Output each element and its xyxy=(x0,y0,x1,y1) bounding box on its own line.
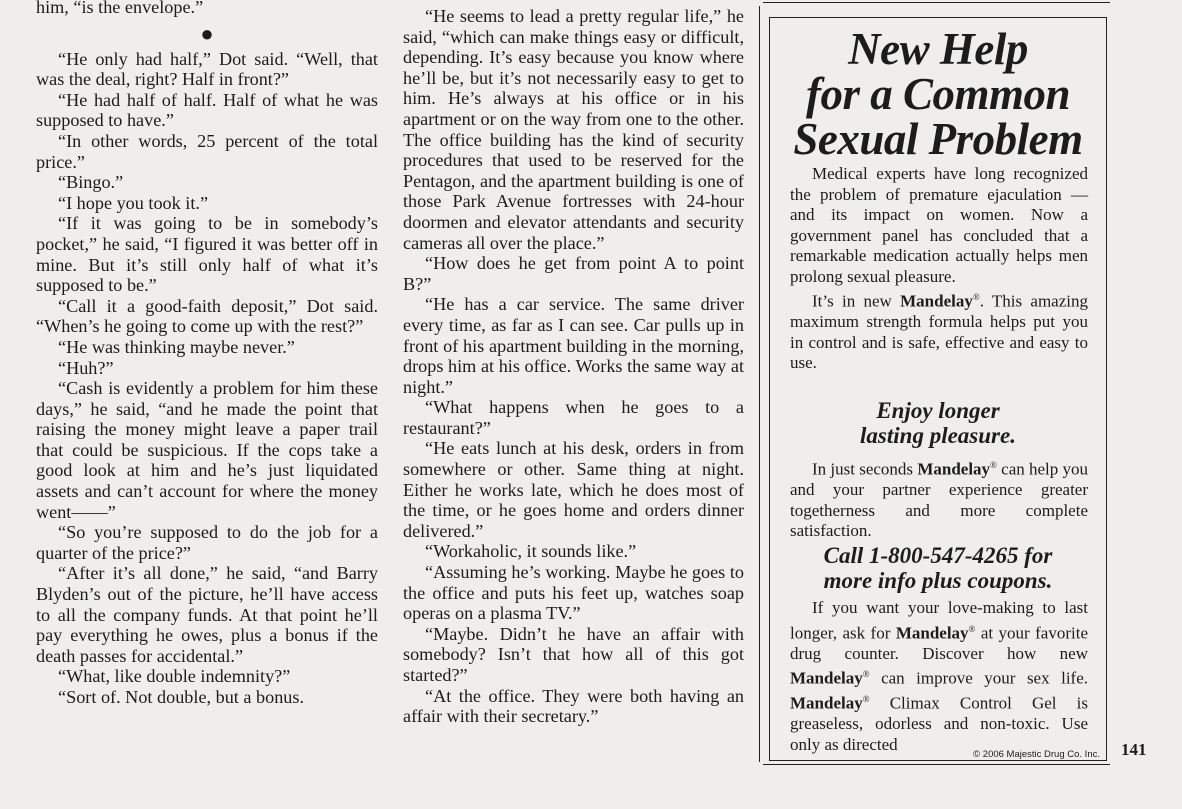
paragraph: “If it was going to be in somebody’s pocket,” he said, “I figured it was better off in mine. But it’s still only half of what it’s supposed to be.” xyxy=(36,213,378,296)
ad-paragraph: In just seconds Mandelay® can help you and your partner experience greater togetherness and more complete satisfaction. xyxy=(790,459,1089,541)
paragraph: “Maybe. Didn’t he have an affair with somebody? Isn’t that how all of this got started?” xyxy=(403,623,744,685)
ad-top-rule xyxy=(763,2,1110,3)
paragraph: “He was thinking maybe never.” xyxy=(58,336,295,357)
section-break-bullet: ● xyxy=(200,20,214,46)
paragraph: “Workaholic, it sounds like.” xyxy=(425,541,637,562)
paragraph: “How does he get from point A to point B?” xyxy=(403,253,744,294)
paragraph: “He only had half,” Dot said. “Well, that was the deal, right? Half in front?” xyxy=(36,48,378,90)
paragraph: “Bingo.” xyxy=(58,172,124,193)
brand-name: Mandelay xyxy=(895,623,969,643)
text-column-left xyxy=(36,0,378,708)
paragraph: “Huh?” xyxy=(58,357,114,378)
paragraph: “Call it a good-faith deposit,” Dot said. “When’s he going to come up with the rest?” xyxy=(36,295,378,337)
paragraph: “What happens when he goes to a restaurant?” xyxy=(403,397,744,438)
page-number: 141 xyxy=(1121,740,1147,759)
paragraph: “He seems to lead a pretty regular life,” he said, “which can make things easy or difficult, depending. It’s easy because you know where he’ll be, but it’s not necessarily easy to get to him. He’s always at his office or in his apartment or on the way from one to the other. The office building has the kind of security procedures that used to be reserved for the Pentagon, and the apartment building is one of those Park Avenue fortresses with 24-hour doormen and elevator attendants and security cameras all over the place.” xyxy=(403,6,744,253)
paragraph: “He eats lunch at his desk, orders in from somewhere or other. Same thing at night. Either he works late, which he does most of the time, or he goes home and orders dinner delivered.” xyxy=(403,438,744,541)
paragraph: “What, like double indemnity?” xyxy=(58,666,291,687)
paragraph: “So you’re supposed to do the job for a quarter of the price?” xyxy=(36,522,378,563)
ad-copyright: © 2006 Majestic Drug Co. Inc. xyxy=(973,749,1100,760)
ad-body-copy xyxy=(790,455,1088,542)
paragraph: him, “is the envelope.” xyxy=(36,0,204,17)
paragraph: “Sort of. Not double, but a bonus. xyxy=(58,687,305,707)
paragraph: “At the office. They were both having an affair with their secretary.” xyxy=(403,685,744,727)
text-column-middle xyxy=(403,6,744,727)
paragraph: “I hope you took it.” xyxy=(58,192,209,213)
ad-body-copy xyxy=(790,598,1088,755)
ad-bottom-rule xyxy=(763,764,1110,765)
ad-subhead-line: Enjoy longer xyxy=(876,398,1000,423)
column-rule xyxy=(759,6,760,762)
advertisement-box xyxy=(769,17,1107,761)
paragraph: “Cash is evidently a problem for him these days,” he said, “and he made the point that raising the money might leave a paper trail that could be suspicious. If the cops take a good look at him and he’s just liquidated assets and can’t account for where the money went——” xyxy=(36,378,378,522)
ad-headline-line: New Help xyxy=(848,24,1028,74)
brand-name: Mandelay xyxy=(790,693,863,713)
paragraph: “He had half of half. Half of what he was supposed to have.” xyxy=(36,89,378,131)
ad-phone-callout: more info plus coupons. xyxy=(823,568,1053,593)
ad-paragraph: Medical experts have long recognized the problem of premature ejaculation — and its impact on women. Now a government panel has concluded that a remarkable medication actually helps men prolong sexual pleasure. xyxy=(790,164,1088,286)
ad-phone-callout: Call 1-800-547-4265 for xyxy=(823,543,1053,568)
ad-headline-line: Sexual Problem xyxy=(793,114,1083,164)
ad-headline-line: for a Common xyxy=(805,69,1071,119)
paragraph: “Assuming he’s working. Maybe he goes to the office and puts his feet up, watches soap operas on a plasma TV.” xyxy=(403,562,744,624)
ad-body-copy xyxy=(790,164,1088,374)
paragraph: “After it’s all done,” he said, “and Barry Blyden’s out of the picture, he’ll have access to all the company funds. At that point he’ll pay everything he owes, plus a bonus if the death passes for accidental.” xyxy=(36,563,378,666)
brand-name: Mandelay xyxy=(900,291,973,311)
ad-subhead-line: lasting pleasure. xyxy=(860,423,1016,448)
paragraph: “In other words, 25 percent of the total price.” xyxy=(36,130,378,172)
ad-paragraph: It’s in new Mandelay®. This amazing maximum strength formula helps put you in control and is safe, effective and easy to use. xyxy=(790,291,1088,373)
brand-name: Mandelay xyxy=(790,668,863,688)
brand-name: Mandelay xyxy=(917,459,991,479)
ad-paragraph: If you want your love-making to last longer, ask for Mandelay® at your favorite drug counter. Discover how new Mandelay® can improve your sex life. Mandelay® Climax Control Gel is greaseless, odorless and non-toxic. Use only as directed xyxy=(790,598,1089,754)
paragraph: “He has a car service. The same driver every time, as far as I can see. Car pulls up in front of his apartment building in the morning, drops him at his office. Works the same way at night.” xyxy=(403,294,744,397)
